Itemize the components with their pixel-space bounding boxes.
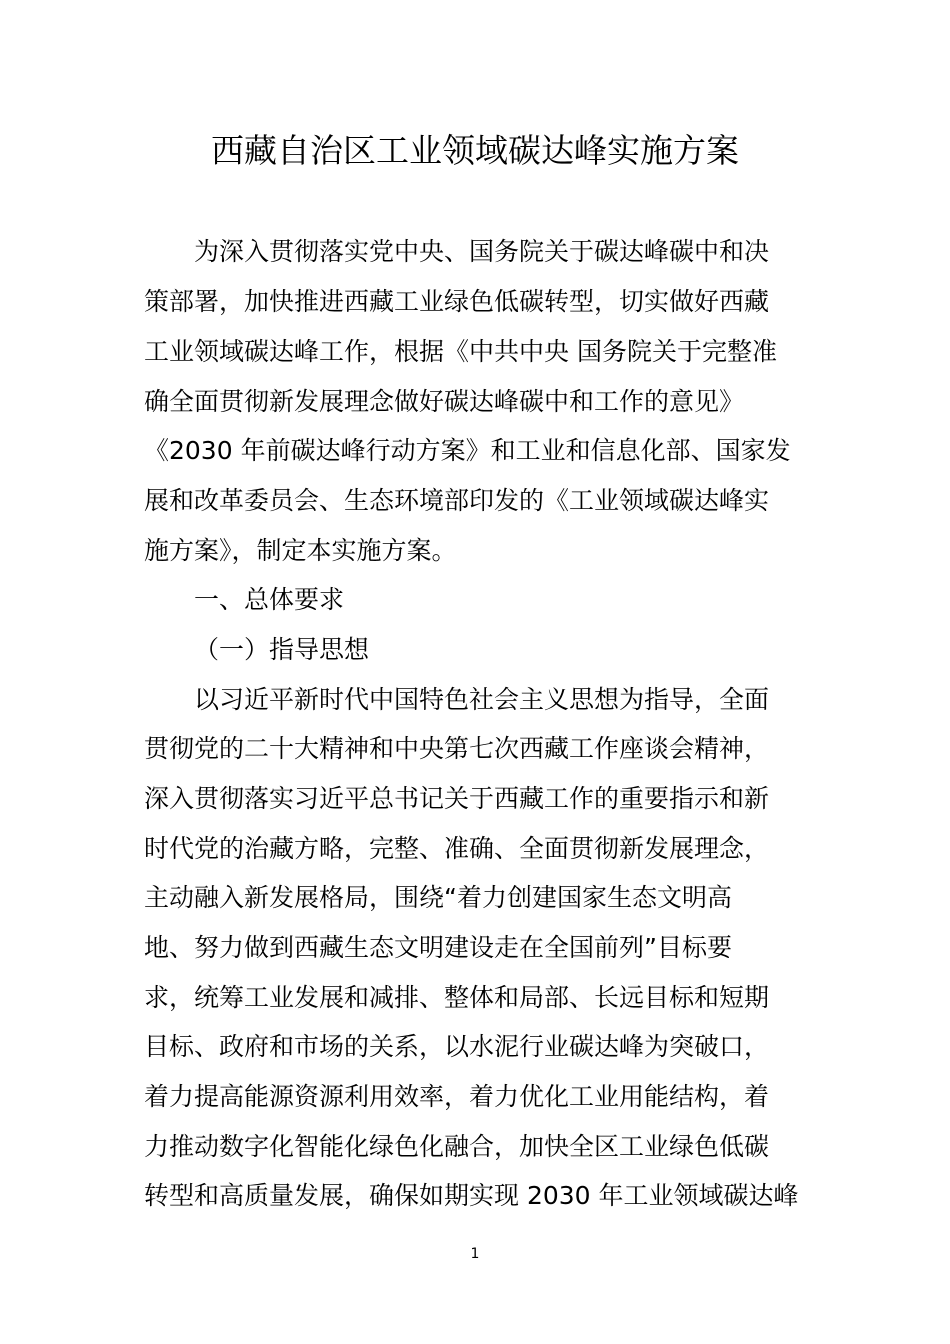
paragraph-line: 施方案》，制定本实施方案。 [144, 536, 457, 565]
paragraph-line: 力推动数字化智能化绿色化融合，加快全区工业绿色低碳 [144, 1132, 770, 1161]
paragraph-line: 展和改革委员会、生态环境部印发的《工业领域碳达峰实 [144, 486, 770, 515]
paragraph-line: 确全面贯彻新发展理念做好碳达峰碳中和工作的意见》 [144, 387, 745, 416]
paragraph-line: 主动融入新发展格局，围绕“着力创建国家生态文明高 [144, 883, 732, 912]
paragraph-line: 为深入贯彻落实党中央、国务院关于碳达峰碳中和决 [194, 237, 770, 266]
subsection-heading: （一）指导思想 [194, 635, 370, 664]
page-title: 西藏自治区工业领域碳达峰实施方案 [211, 131, 739, 170]
paragraph-line: 策部署，加快推进西藏工业绿色低碳转型，切实做好西藏 [144, 287, 770, 316]
section-heading: 一、总体要求 [194, 585, 345, 614]
page-number: 1 [470, 1246, 480, 1262]
paragraph-line: 时代党的治藏方略，完整、准确、全面贯彻新发展理念， [144, 834, 770, 863]
paragraph-line: 以习近平新时代中国特色社会主义思想为指导，全面 [194, 685, 770, 714]
paragraph-line: 目标、政府和市场的关系，以水泥行业碳达峰为突破口， [144, 1032, 770, 1061]
paragraph-line: 贯彻党的二十大精神和中央第七次西藏工作座谈会精神， [144, 734, 770, 763]
paragraph-line: 求，统筹工业发展和减排、整体和局部、长远目标和短期 [144, 983, 770, 1012]
paragraph-line: 着力提高能源资源利用效率，着力优化工业用能结构，着 [144, 1082, 770, 1111]
paragraph-line: 深入贯彻落实习近平总书记关于西藏工作的重要指示和新 [144, 784, 770, 813]
paragraph-line: 工业领域碳达峰工作，根据《中共中央 国务院关于完整准 [144, 337, 777, 366]
paragraph-line: 地、努力做到西藏生态文明建设走在全国前列”目标要 [144, 933, 732, 962]
paragraph-line: 《2030 年前碳达峰行动方案》和工业和信息化部、国家发 [144, 436, 791, 465]
paragraph-line: 转型和高质量发展，确保如期实现 2030 年工业领域碳达峰 [144, 1181, 799, 1210]
